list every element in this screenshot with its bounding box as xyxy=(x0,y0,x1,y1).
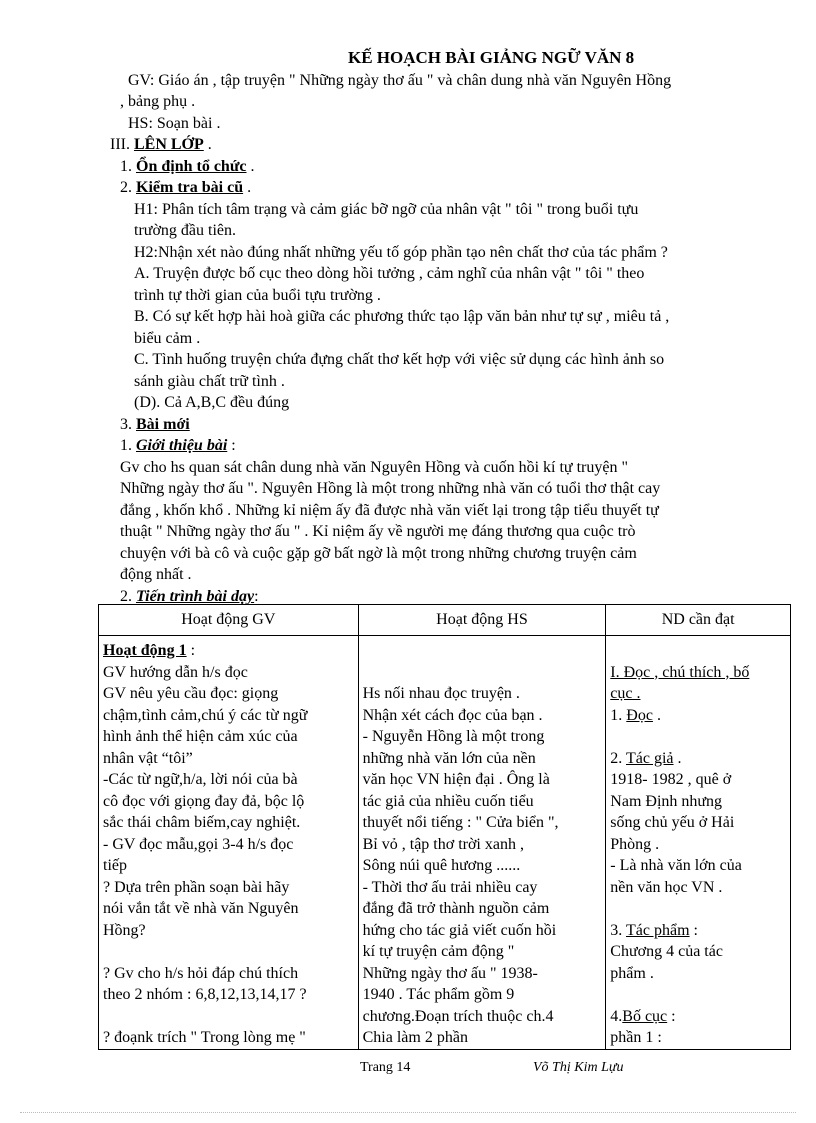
gv-prep-line: GV: Giáo án , tập truyện " Những ngày thơ ấu " và chân dung nhà văn Nguyên Hồng xyxy=(128,72,672,89)
hs-line: Chia làm 2 phần xyxy=(362,1029,468,1046)
lesson-table xyxy=(98,604,791,1050)
nd-line: nền văn học VN . xyxy=(610,878,723,896)
hs-line: - Nguyễn Hồng là một trong xyxy=(362,728,545,745)
nd-cell xyxy=(606,636,791,1050)
col-header-nd: ND cần đạt xyxy=(606,605,791,636)
question-line: trường đầu tiên. xyxy=(134,222,236,239)
gv-line: nhân vật “tôi” xyxy=(103,749,193,767)
hs-line: thuyết nổi tiếng : " Cửa biển ", xyxy=(362,814,559,831)
hs-line: văn học VN hiện đại . Ông là xyxy=(362,771,550,788)
item-1-heading: 1. Ổn định tổ chức . xyxy=(120,158,255,175)
intro-text-line: chuyện với bà cô và cuộc gặp gỡ bất ngờ là một trong những chương truyện cảm xyxy=(120,545,637,562)
page-number: Trang 14 xyxy=(360,1060,411,1075)
hs-line: đắng đã trở thành nguồn cảm xyxy=(362,900,550,917)
nd-read-heading: 1. Đọc . xyxy=(610,706,661,724)
hs-line: Nhận xét cách đọc của bạn . xyxy=(362,706,543,724)
hs-line: chương.Đoạn trích thuộc ch.4 xyxy=(362,1007,554,1025)
hs-line: 1940 . Tác phẩm gồm 9 xyxy=(362,986,515,1003)
hs-line: Những ngày thơ ấu " 1938- xyxy=(362,964,538,982)
col-header-hs: Hoạt động HS xyxy=(358,605,606,636)
question-line: C. Tình huống truyện chứa đựng chất thơ kết hợp với việc sử dụng các hình ảnh so xyxy=(134,351,665,368)
progress-heading: 2. Tiến trình bài dạy: xyxy=(120,588,259,605)
item-2-heading: 2. Kiểm tra bài cũ . xyxy=(120,179,252,196)
question-line: sánh giàu chất trữ tình . xyxy=(134,373,285,390)
question-line: B. Có sự kết hợp hài hoà giữa các phương thức tạo lập văn bản như tự sự , miêu tả , xyxy=(134,308,670,325)
gv-line: Hồng? xyxy=(103,921,146,939)
intro-text-line: Những ngày thơ ấu ". Nguyên Hồng là một trong những nhà văn có tuổi thơ thật cay xyxy=(120,480,661,497)
intro-text-line: Gv cho hs quan sát chân dung nhà văn Nguyên Hồng và cuốn hồi kí tự truyện " xyxy=(120,459,628,476)
nd-work-heading: 3. Tác phẩm : xyxy=(610,921,698,939)
hs-cell xyxy=(358,636,606,1050)
intro-text-line: động nhất . xyxy=(120,566,192,583)
gv-line: sắc thái châm biếm,cay nghiệt. xyxy=(103,814,301,831)
question-line: biểu cảm . xyxy=(134,330,201,347)
nd-section-title-cont: cục . xyxy=(610,685,641,702)
nd-line: sống chủ yếu ở Hải xyxy=(610,814,735,831)
hs-line xyxy=(363,640,602,662)
gv-line: cô đọc với giọng đay đả, bộc lộ xyxy=(103,792,305,810)
question-line: trình tự thời gian của buổi tựu trường . xyxy=(134,287,381,304)
hs-line: - Thời thơ ấu trải nhiều cay xyxy=(362,878,538,896)
nd-structure-heading: 4.Bố cục : xyxy=(610,1007,676,1025)
page-divider xyxy=(20,1112,796,1113)
nd-line: - Là nhà văn lớn của xyxy=(610,857,742,874)
table-header-row xyxy=(99,605,791,636)
nd-line: Nam Định nhưng xyxy=(610,792,723,810)
nd-line: Chương 4 của tác xyxy=(610,943,723,960)
item-3-heading: 3. Bài mới xyxy=(120,416,190,433)
hs-line: hứng cho tác giả viết cuốn hồi xyxy=(362,921,557,939)
gv-line: chậm,tình cảm,chú ý các từ ngữ xyxy=(103,706,308,724)
gv-line: GV hướng dẫn h/s đọc xyxy=(103,663,248,681)
gv-line: - GV đọc mẫu,gọi 3-4 h/s đọc xyxy=(103,835,294,853)
hs-line: tác giả của nhiều cuốn tiểu xyxy=(362,792,534,810)
activity-heading: Hoạt động 1 : xyxy=(103,642,196,659)
gv-line: -Các từ ngữ,h/a, lời nói của bà xyxy=(103,771,298,788)
hs-line xyxy=(363,662,602,684)
col-header-gv: Hoạt động GV xyxy=(99,605,359,636)
hs-line: Sông núi quê hương ...... xyxy=(362,857,521,874)
gv-line xyxy=(103,941,354,963)
section-3-heading: III. LÊN LỚP . xyxy=(110,136,212,153)
question-line: H1: Phân tích tâm trạng và cảm giác bỡ ngỡ của nhân vật " tôi " trong buổi tựu xyxy=(134,201,639,218)
gv-line: GV nêu yêu cầu đọc: giọng xyxy=(103,685,279,702)
gv-line: theo 2 nhóm : 6,8,12,13,14,17 ? xyxy=(103,986,307,1003)
question-line: H2:Nhận xét nào đúng nhất những yếu tố góp phần tạo nên chất thơ của tác phẩm ? xyxy=(134,244,668,261)
hs-line: Bỉ vỏ , tập thơ trời xanh , xyxy=(362,835,524,853)
gv-line: nói vắn tắt về nhà văn Nguyên xyxy=(103,900,299,917)
nd-line: phẩm . xyxy=(610,964,654,982)
intro-text-line: thuật " Những ngày thơ ấu " . Kỉ niệm ấy về người mẹ đáng thương qua cuộc trò xyxy=(120,523,636,540)
author-name: Võ Thị Kim Lựu xyxy=(533,1060,624,1075)
gv-line: hình ảnh thể hiện cảm xúc của xyxy=(103,728,298,745)
gv-line: tiếp xyxy=(103,857,127,874)
nd-line: phần 1 : xyxy=(610,1029,662,1046)
gv-line: ? Gv cho h/s hỏi đáp chú thích xyxy=(103,964,299,982)
gv-line xyxy=(103,1006,354,1028)
gv-line: ? đoạnk trích " Trong lòng mẹ " xyxy=(103,1029,306,1046)
intro-text-line: đắng , khốn khổ . Những kỉ niệm ấy đã được nhà văn viết lại trong tập tiểu thuyết tự xyxy=(120,502,659,519)
nd-line: 1918- 1982 , quê ở xyxy=(610,771,732,788)
gv-line: ? Dựa trên phần soạn bài hãy xyxy=(103,878,290,896)
hs-line: những nhà văn lớn của nền xyxy=(362,749,536,767)
page-title: KẾ HOẠCH BÀI GIẢNG NGỮ VĂN 8 xyxy=(348,48,635,67)
gv-prep-line-cont: , bảng phụ . xyxy=(120,93,196,110)
hs-prep-line: HS: Soạn bài . xyxy=(128,115,221,132)
hs-line: kí tự truyện cảm động " xyxy=(362,943,515,960)
hs-line: Hs nối nhau đọc truyện . xyxy=(362,685,520,702)
question-line: (D). Cả A,B,C đều đúng xyxy=(134,394,290,411)
table-row xyxy=(99,636,791,1050)
nd-line: Phòng . xyxy=(610,835,660,853)
gv-cell xyxy=(99,636,359,1050)
nd-section-title: I. Đọc , chú thích , bố xyxy=(610,663,750,681)
question-line: A. Truyện được bố cục theo dòng hồi tưởng , cảm nghĩ của nhân vật " tôi " theo xyxy=(134,265,645,282)
nd-author-heading: 2. Tác giả . xyxy=(610,749,682,767)
intro-heading: 1. Giới thiệu bài : xyxy=(120,437,236,454)
